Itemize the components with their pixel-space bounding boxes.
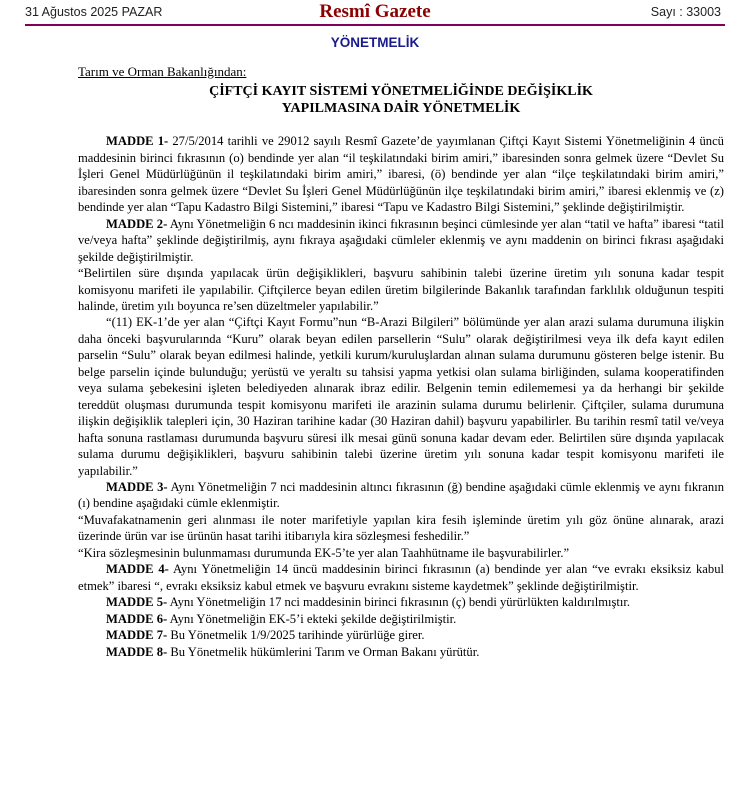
article-paragraph	[78, 561, 724, 594]
article-list	[78, 133, 724, 660]
article-paragraph	[78, 594, 724, 610]
article-text: “(11) EK-1’de yer alan “Çiftçi Kayıt Formu”nun “B-Arazi Bilgileri” bölümünde yer alan arazi sulama durumuna ilişkin daha önceki başvurularında “Kuru” olarak beyan edilen parsellerin “Sulu” olarak değiştirilmesi veya ilk defa kayıt edilen parselin “Sulu” olarak beyan edilmesi halinde, yetkili kurum/kuruluşlardan alınan sulama durumunu gösteren belge istenir. Bu belge parselin içinde bulunduğu; yerüstü ve yeraltı su tahsisi yapma yetkisi olan sulama birliğinden, sulama kooperatifinden veya sulama şebekesini işleten belediyeden alınarak ibraz edilir. Belgenin temin edilememesi ya da herhangi bir şekilde tereddüt oluşması durumunda tespit komisyonu marifeti ile arazinin sulama durumu belirlenir. Çiftçiler, sulama durumuna ilişkin değişiklik talepleri için, 30 Haziran tarihine kadar (30 Haziran dahil) başvuru yapabilirler. Bu tarihin resmî tatil ve/veya hafta sonuna rastlaması durumunda başvuru süresi ilk mesai günü sonuna kadar devam eder. Belirtilen süre dışında yapılacak sulama durumu değişiklikleri, başvuru sahibinin talebi üzerine üretim yılı sonuna kadar tespit komisyonu marifeti ile yapılabilir.”	[78, 315, 724, 478]
article-label: MADDE 8-	[106, 644, 168, 659]
article-text: “Belirtilen süre dışında yapılacak ürün değişiklikleri, başvuru sahibinin talebi üzerine üretim yılı sonuna kadar tespit komisyonu marifeti ile yapılabilir. Çiftçilerce beyan edilen üretim bilgilerinde Bakanlık tarafından farklılık olduğunun tespiti halinde, üretim yılı boyunca re’sen düzeltmeler yapılabilir.”	[78, 266, 724, 313]
article-paragraph	[78, 627, 724, 643]
article-text: Bu Yönetmelik hükümlerini Tarım ve Orman Bakanı yürütür.	[167, 644, 480, 659]
gazette-header	[25, 0, 725, 26]
article-text: Bu Yönetmelik 1/9/2025 tarihinde yürürlüğe girer.	[167, 628, 425, 643]
article-label: MADDE 2-	[106, 216, 168, 231]
article-paragraph	[78, 216, 724, 265]
quoted-paragraph	[78, 545, 724, 561]
article-paragraph	[78, 133, 724, 215]
article-text: “Kira sözleşmesinin bulunmaması durumunda EK-5’te yer alan Taahhütname ile başvurabilirler.”	[78, 545, 570, 560]
article-paragraph	[78, 611, 724, 627]
article-paragraph	[78, 479, 724, 512]
quoted-paragraph	[78, 314, 724, 479]
quoted-paragraph	[78, 512, 724, 545]
article-label: MADDE 7-	[106, 628, 168, 643]
issue-date: 31 Ağustos 2025 PAZAR	[25, 5, 163, 19]
title-line-2: YAPILMASINA DAİR YÖNETMELİK	[281, 101, 521, 117]
gazette-title: Resmî Gazete	[319, 1, 431, 22]
article-text: Aynı Yönetmeliğin 17 nci maddesinin birinci fıkrasının (ç) bendi yürürlükten kaldırılmıştır.	[167, 595, 631, 610]
article-label: MADDE 1-	[106, 134, 169, 149]
article-text: Aynı Yönetmeliğin 6 ncı maddesinin ikinci fıkrasının beşinci cümlesinde yer alan “tatil ve hafta” ibaresi “tatil ve/veya hafta” şeklinde değiştirilmiş, aynı fıkraya aşağıdaki cümleler eklenmiş ve aynı maddenin on birinci fıkrası aşağıdaki şekilde değiştirilmiştir.	[78, 216, 724, 264]
article-label: MADDE 6-	[106, 611, 168, 626]
regulation-title	[78, 83, 724, 117]
article-text: Aynı Yönetmeliğin 7 nci maddesinin altıncı fıkrasının (ğ) bendine aşağıdaki cümle eklenmiş ve aynı fıkranın (ı) bendine aşağıdaki cümle eklenmiştir.	[78, 479, 724, 511]
article-text: 27/5/2014 tarihli ve 29012 sayılı Resmî Gazete’de yayımlanan Çiftçi Kayıt Sistemi Yönetmeliğinin 4 üncü maddesinin birinci fıkrasının (o) bendinde yer alan “il teşkilatındaki birim amiri,” ibaresinden sonra gelmek üzere “Devlet Su İşleri Genel Müdürlüğünün il teşkilatındaki birim amiri,” ibaresi, (ö) bendinde yer alan “ilçe teşkilatındaki birim amiri,” ibaresinden sonra gelmek üzere “Devlet Su İşleri Genel Müdürlüğünün ilçe teşkilatındaki birim amiri,” ibaresi eklenmiş ve (z) bendinde yer alan “Tapu Kadastro Bilgi Sistemini,” ibaresi “Tapu ve Kadastro Bilgi Sistemini,” şeklinde değiştirilmiştir.	[78, 134, 724, 215]
article-text: Aynı Yönetmeliğin EK-5’i ekteki şekilde değiştirilmiştir.	[167, 611, 457, 626]
article-label: MADDE 3-	[106, 479, 168, 494]
issue-number: Sayı : 33003	[650, 5, 721, 19]
title-line-1: ÇİFTÇİ KAYIT SİSTEMİ YÖNETMELİĞİNDE DEĞİŞİKLİK	[209, 84, 593, 100]
quoted-paragraph	[78, 265, 724, 314]
article-text: “Muvafakatnamenin geri alınması ile noter marifetiyle yapılan kira fesih işleminde üretim yılı göz önüne alınarak, arazi üzerinde ürün var ise ürünün hasat tarihi itibarıyla kira sözleşmesi feshedilir.”	[78, 512, 724, 544]
issuing-ministry: Tarım ve Orman Bakanlığından:	[78, 64, 247, 79]
article-label: MADDE 5-	[106, 595, 168, 610]
article-text: Aynı Yönetmeliğin 14 üncü maddesinin birinci fıkrasının (a) bendinde yer alan “ve evrakı eksiksiz kabul etmek” ibaresi “, evrakı eksiksiz kabul etmek ve başvuru evrakını sisteme kaydetmek” şeklinde değiştirilmiştir.	[78, 562, 724, 593]
section-label: YÖNETMELİK	[330, 35, 420, 50]
article-label: MADDE 4-	[106, 562, 169, 577]
article-paragraph	[78, 644, 724, 660]
regulation-document	[78, 64, 724, 660]
